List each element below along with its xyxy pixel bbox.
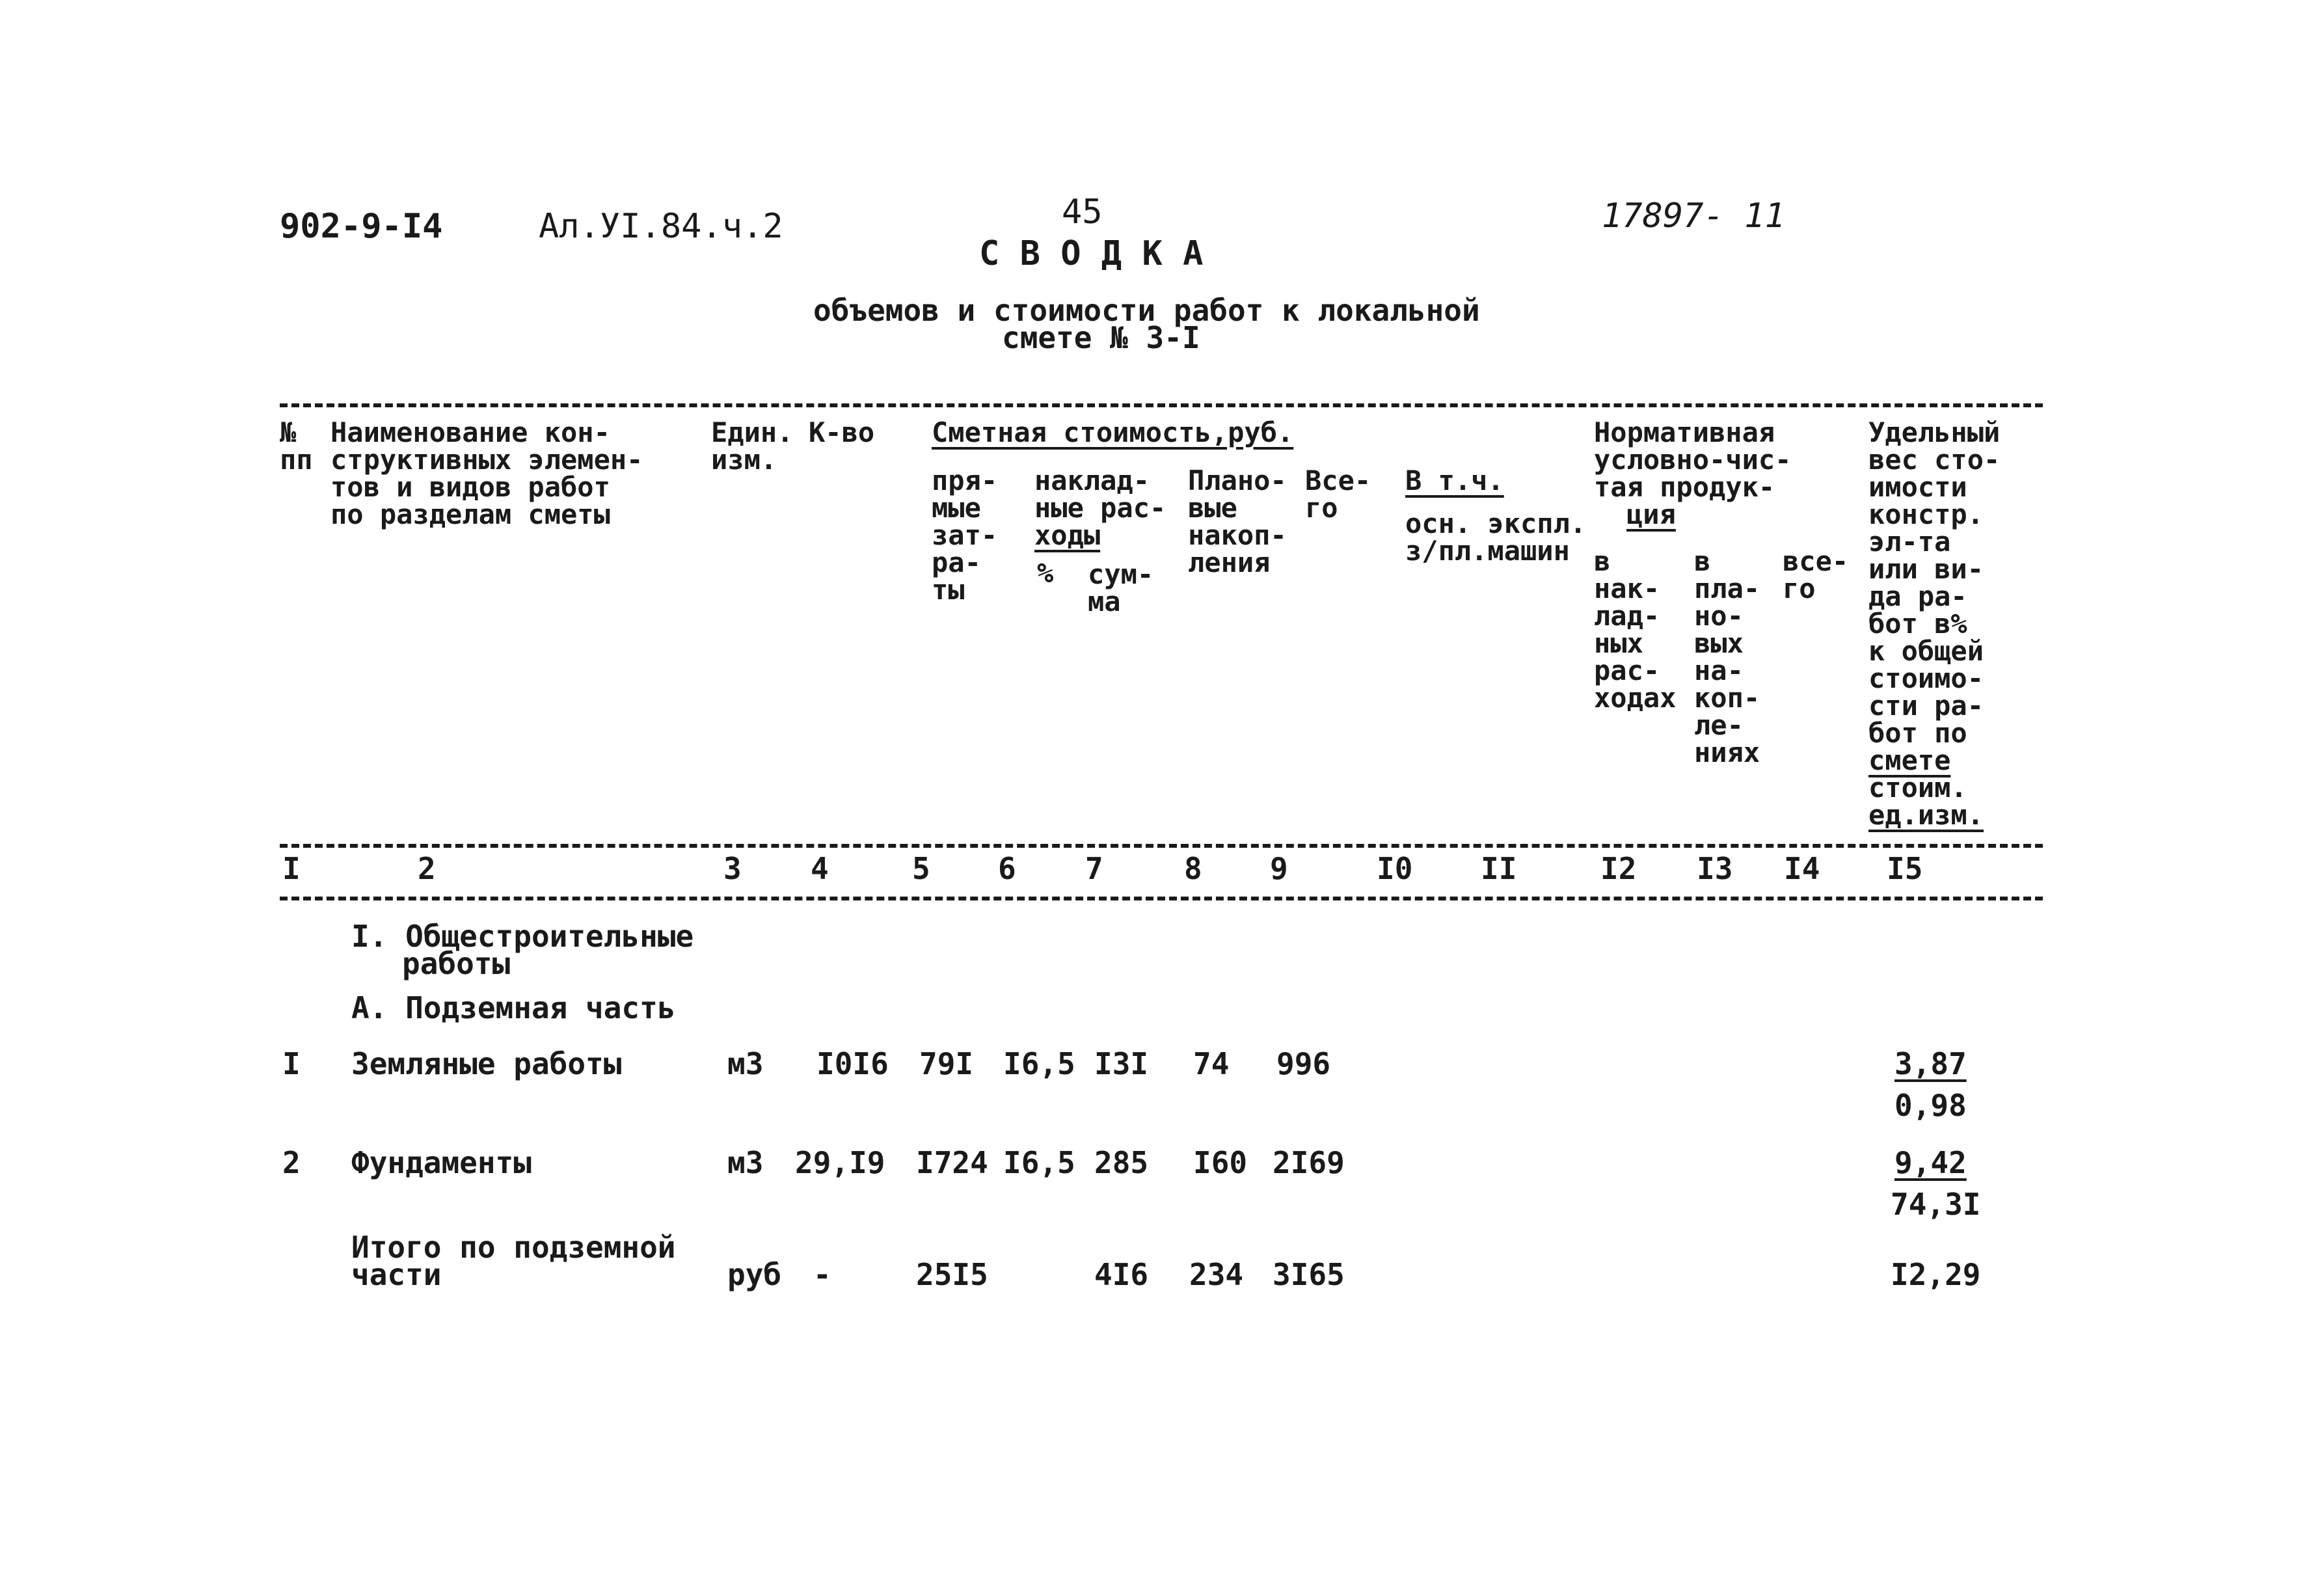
row-overhead-sum: 285 <box>1094 1145 1149 1180</box>
subtotal-unit: руб <box>727 1257 782 1292</box>
page-title: С В О Д К А <box>979 234 1204 273</box>
column-numbers-rule <box>280 897 2043 900</box>
row-pct: I6,5 <box>1003 1046 1075 1081</box>
page-subtitle: объемов и стоимости работ к локальной <box>813 293 1480 328</box>
row-name: Фундаменты <box>351 1145 532 1180</box>
page-number: 45 <box>1062 193 1103 232</box>
subtotal-qty: - <box>813 1257 831 1292</box>
subtotal-share: I2,29 <box>1891 1257 1981 1292</box>
section-heading: I. Общестроительные <box>351 919 694 954</box>
row-direct: 79I <box>919 1046 974 1081</box>
row-overhead-sum: I3I <box>1094 1046 1149 1081</box>
part-heading: А. Подземная часть <box>351 990 676 1025</box>
row-share-bottom: 0,98 <box>1894 1088 1967 1123</box>
subtotal-total: 3I65 <box>1273 1257 1345 1292</box>
subtotal-overhead-sum: 4I6 <box>1094 1257 1149 1292</box>
section-heading-line2: работы <box>402 946 511 981</box>
header-col-overhead-pct: % <box>1037 557 1054 589</box>
row-unit: м3 <box>727 1046 764 1081</box>
row-qty: I0I6 <box>816 1046 889 1081</box>
row-unit: м3 <box>727 1145 764 1180</box>
row-total: 996 <box>1276 1046 1331 1081</box>
header-col-qty: К-во <box>809 416 875 448</box>
subtotal-name-line2: части <box>351 1257 442 1292</box>
row-share-bottom: 74,3I <box>1891 1187 1981 1222</box>
row-planned: 74 <box>1193 1046 1230 1081</box>
row-name: Земляные работы <box>351 1046 622 1081</box>
header-group-cost: Сметная стоимость,руб. <box>932 416 1294 448</box>
row-share-top: 9,42 <box>1894 1145 1967 1180</box>
doc-code: 902-9-I4 <box>280 207 443 246</box>
subtotal-planned: 234 <box>1189 1257 1244 1292</box>
row-direct: I724 <box>916 1145 988 1180</box>
row-planned: I60 <box>1193 1145 1248 1180</box>
document-number: 17897- 11 <box>1602 196 1785 236</box>
row-pct: I6,5 <box>1003 1145 1075 1180</box>
album-reference: Ал.УI.84.ч.2 <box>539 207 783 246</box>
row-share-top: 3,87 <box>1894 1046 1967 1081</box>
row-total: 2I69 <box>1273 1145 1345 1180</box>
subtotal-name: Итого по подземной <box>351 1230 676 1265</box>
subtotal-direct: 25I5 <box>916 1257 988 1292</box>
page-subtitle-line2: смете № 3-I <box>1002 320 1200 355</box>
row-number: I <box>282 1046 301 1081</box>
header-bottom-rule <box>280 844 2043 848</box>
row-qty: 29,I9 <box>795 1145 885 1180</box>
table-top-rule <box>280 403 2043 407</box>
row-number: 2 <box>282 1145 301 1180</box>
